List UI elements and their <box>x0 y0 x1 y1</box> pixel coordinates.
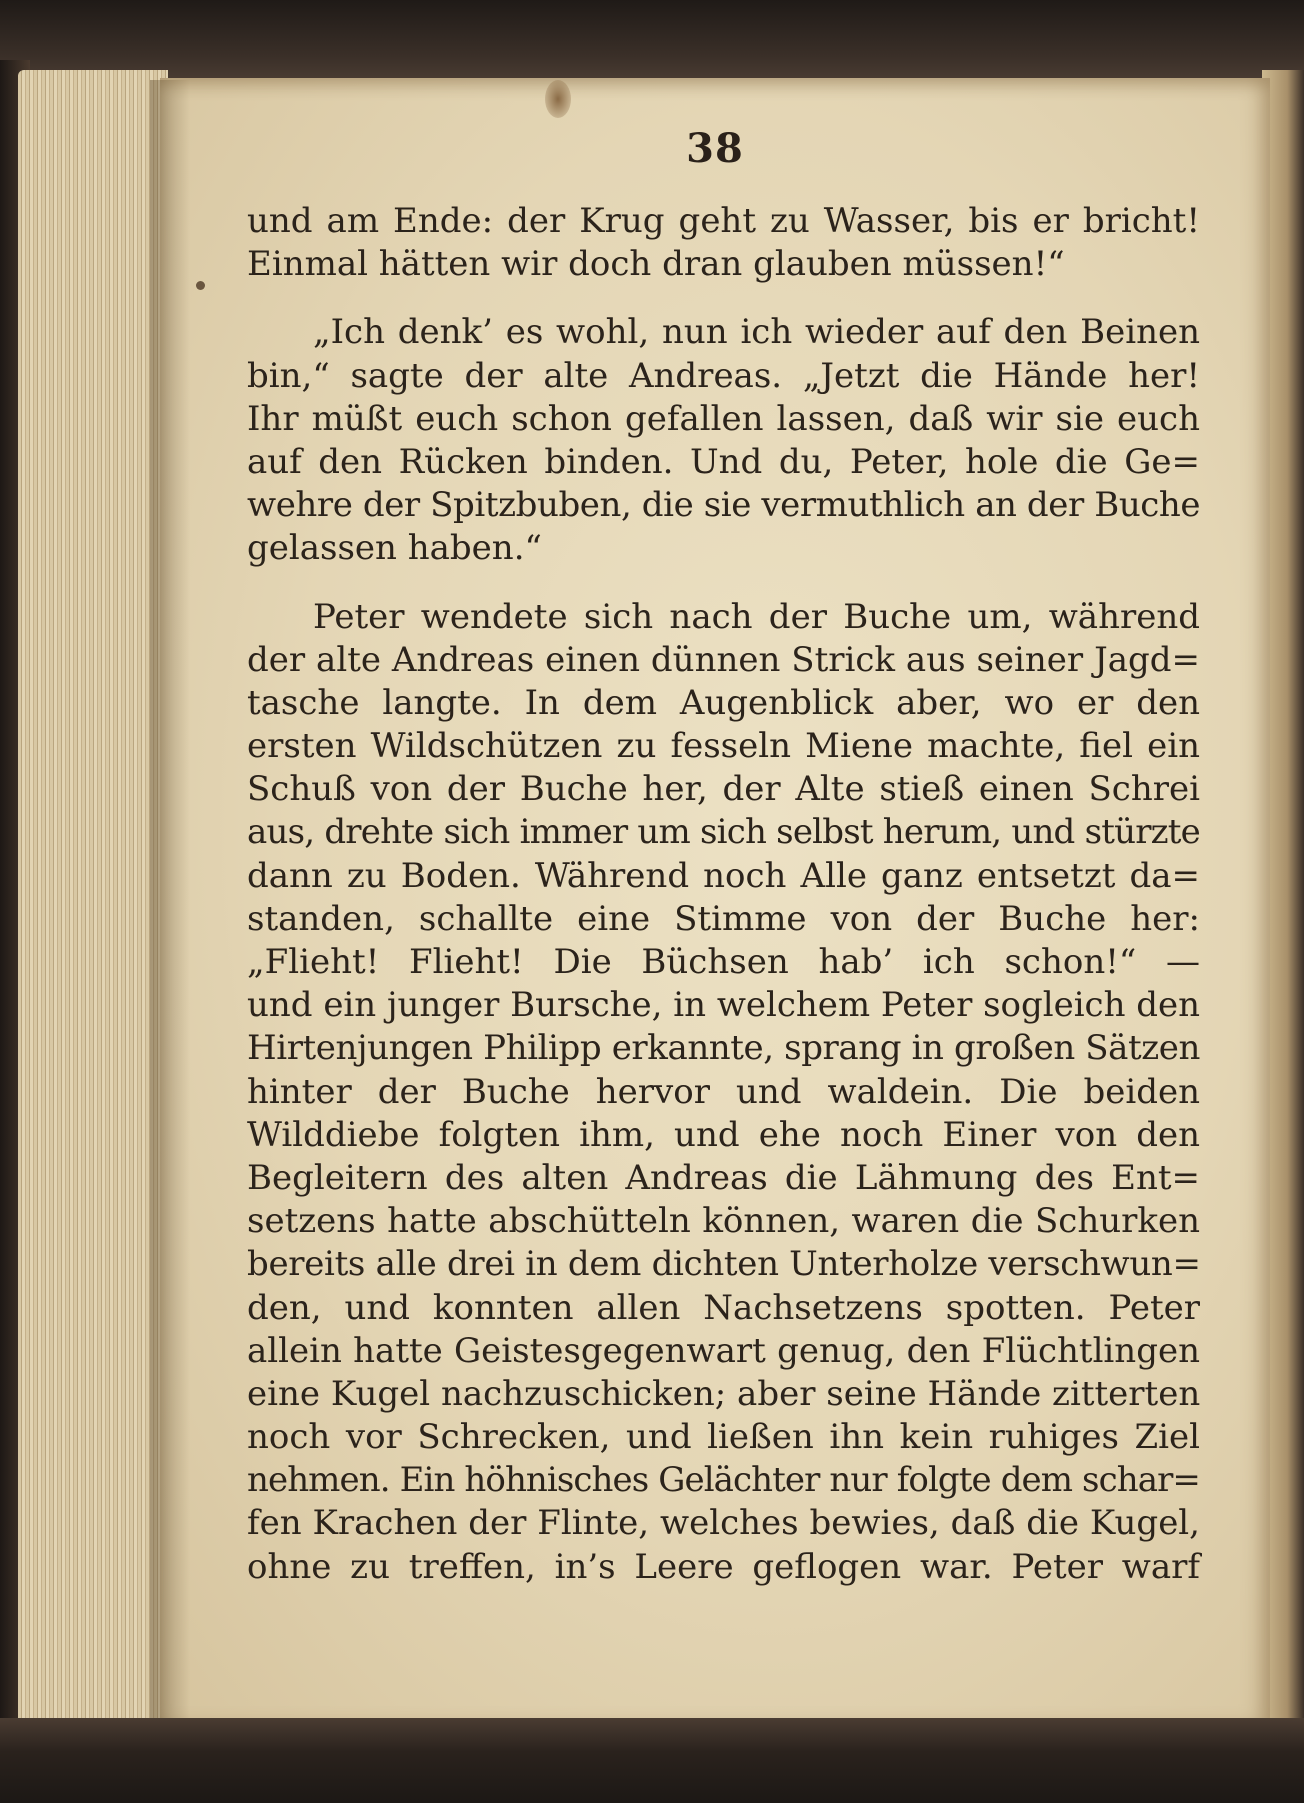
gutter-shadow <box>150 80 190 1720</box>
text-line: Einmal hätten wir doch dran glauben müssen!“ <box>247 244 1065 285</box>
text-line: bereits alle drei in dem dichten Unterholze verschwun= <box>247 1244 1201 1285</box>
text-line: setzens hatte abschütteln können, waren die Schurken <box>247 1201 1200 1242</box>
text-line: und am Ende: der Krug geht zu Wasser, bis er bricht! <box>247 201 1200 241</box>
text-line: der alte Andreas einen dünnen Strick aus seiner Jagd= <box>247 639 1200 680</box>
book-cover-top-edge <box>0 0 1304 80</box>
text-line: Peter wendete sich nach der Buche um, während <box>313 596 1200 637</box>
text-line: „Flieht! Flieht! Die Büchsen hab’ ich schon!“ — <box>247 942 1200 982</box>
text-line: auf den Rücken binden. Und du, Peter, hole die Ge= <box>247 441 1200 482</box>
text-line: nehmen. Ein höhnisches Gelächter nur folgte dem schar= <box>247 1460 1200 1501</box>
text-line: tasche langte. In dem Augenblick aber, wo er den <box>247 682 1200 723</box>
text-line: ohne zu treffen, in’s Leere geflogen war. Peter warf <box>247 1546 1200 1587</box>
margin-dot <box>196 281 205 290</box>
stacked-page-edges <box>18 70 168 1730</box>
text-line: und ein junger Bursche, in welchem Peter sogleich den <box>247 985 1200 1026</box>
text-line: allein hatte Geistesgegenwart genug, den Flüchtlingen <box>247 1330 1200 1371</box>
book-cover-bottom-edge <box>0 1718 1304 1803</box>
text-line: fen Krachen der Flinte, welches bewies, daß die Kugel, <box>247 1503 1200 1544</box>
text-line: Wilddiebe folgten ihm, und ehe noch Einer von den <box>247 1114 1200 1155</box>
body-text <box>247 200 1200 1589</box>
text-line: hinter der Buche hervor und waldein. Die beiden <box>247 1071 1200 1112</box>
text-line: dann zu Boden. Während noch Alle ganz entsetzt da= <box>247 855 1200 896</box>
text-line: eine Kugel nachzuschicken; aber seine Hände zitterten <box>247 1373 1201 1414</box>
text-line: Schuß von der Buche her, der Alte stieß einen Schrei <box>247 769 1200 810</box>
text-line: Hirtenjungen Philipp erkannte, sprang in großen Sätzen <box>247 1028 1200 1069</box>
text-line: bin,“ sagte der alte Andreas. „Jetzt die Hände her! <box>247 355 1200 396</box>
page-number: 38 <box>686 125 744 172</box>
text-line: standen, schallte eine Stimme von der Buche her: <box>247 898 1200 939</box>
text-line: „Ich denk’ es wohl, nun ich wieder auf den Beinen <box>313 312 1200 353</box>
paper-stain <box>545 80 571 118</box>
text-line: den, und konnten allen Nachsetzens spotten. Peter <box>247 1287 1200 1328</box>
text-line: ersten Wildschützen zu fesseln Miene machte, fiel ein <box>247 726 1200 767</box>
text-line: Begleitern des alten Andreas die Lähmung des Ent= <box>247 1157 1200 1198</box>
text-line: noch vor Schrecken, und ließen ihn kein ruhiges Ziel <box>247 1417 1200 1458</box>
text-line: wehre der Spitzbuben, die sie vermuthlich an der Buche <box>247 485 1201 526</box>
text-line: Ihr müßt euch schon gefallen lassen, daß wir sie euch <box>247 398 1200 439</box>
text-line: aus, drehte sich immer um sich selbst herum, und stürzte <box>247 812 1200 853</box>
text-line: gelassen haben.“ <box>247 528 542 569</box>
